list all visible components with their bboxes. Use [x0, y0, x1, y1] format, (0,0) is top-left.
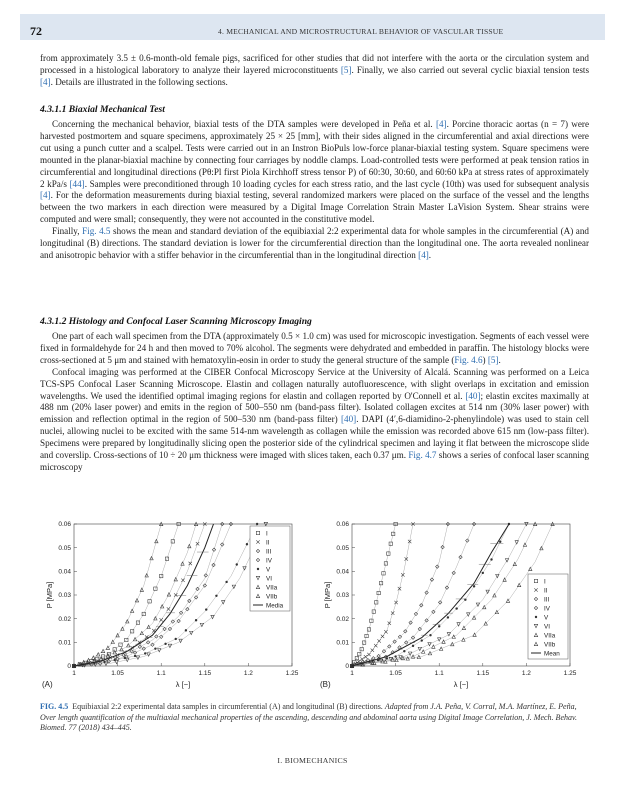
legend-marker: [257, 568, 259, 570]
legend-label: III: [544, 596, 550, 604]
data-point: [134, 655, 136, 657]
data-point: [225, 581, 227, 583]
data-point: [386, 657, 388, 659]
legend-label: III: [266, 548, 272, 556]
section-heading: 4.3.1.1 Biaxial Mechanical Test: [40, 104, 165, 115]
y-tick-label: 0.01: [336, 639, 349, 647]
legend-label: V: [544, 614, 549, 622]
legend-label: V: [266, 566, 271, 574]
running-title: 4. MECHANICAL AND MICROSTRUCTURAL BEHAVIOR OF VASCULAR TISSUE: [218, 27, 504, 36]
data-point: [482, 572, 484, 574]
data-point: [447, 616, 449, 618]
legend-label: VIIb: [266, 593, 278, 601]
data-point: [398, 587, 401, 590]
legend-label: VIIa: [544, 632, 556, 640]
data-point: [371, 649, 374, 652]
x-tick-label: 1.1: [156, 670, 166, 677]
data-point: [246, 543, 248, 545]
legend-label: VI: [544, 623, 550, 631]
biaxial-section: Concerning the mechanical behavior, biaxial tests of the DTA samples were developed in Peña et al. [4]. Porcine thoracic aortas (n = 7) were harvested postmortem and square specimens, approximately 25 × 25 [mm], with their sides aligned in the circumferential and axial directions were cut using a punch cutter and a scalpel. Tests were carried out in an Instron BioPuls low-force planar-biaxial testing system. Square specimens were mounted in the planar-biaxial machine by connecting four carriages by noddle clamps. Load-controlled tests were performed at peak tension ratios in circumferential and longitudinal directions (Pθ:Pl first Piola Kirchhoff stress tensor P) of 60:30, 30:60, and 60:60 kPa at stress rates of approximately 2 kPa/s [44]. Samples were preconditioned through 10 loading cycles for each stress ratio, and the last cycle (10th) was used for subsequent analysis [4]. For the deformation measurements during biaxial testing, several randomized markers were placed on the surface of the vessel and the lengths between the two markers in each direction were measured by a Digital Image Correlation Strain Master LaVision System. Shear strains were computed and were small; consequently, they were not accounted in the constitutive model. Finally, Fig. 4.5 shows the mean and standard deviation of the equibiaxial 2:2 experimental data for whole samples in the circumferential (A) and longitudinal (B) directions. The standard deviation is lower for the circumferential direction than the longitudinal one. The aorta revealed nonlinear and anisotropic behavior with a stiffer behavior in the circumferential than in the longitudinal direction [4].: [40, 119, 589, 260]
y-tick-label: 0.02: [58, 615, 71, 623]
section-heading: 4.3.1.2 Histology and Confocal Laser Scanning Microscopy Imaging: [40, 316, 312, 327]
data-point: [490, 558, 492, 560]
data-point: [175, 638, 177, 640]
legend-label: Mean: [544, 650, 560, 658]
series-line-mean: [352, 524, 509, 666]
intro-paragraph: from approximately 3.5 ± 0.6-month-old female pigs, sacrificed for other studies that did not interfere with the aorta or the circulation system and processed in a histological laboratory to analyze their layered microconstituents [5]. Finally, we also carried out several cyclic biaxial tension tests [4]. Details are illustrated in the following sections.: [40, 53, 589, 87]
data-point: [160, 618, 163, 621]
data-point: [394, 655, 396, 657]
chart-panel-b: [318, 516, 588, 696]
y-tick-label: 0.06: [336, 521, 349, 529]
figure-link[interactable]: Fig. 4.7: [408, 450, 437, 461]
figure-link[interactable]: Fig. 4.5: [82, 226, 111, 237]
legend-label: II: [544, 587, 548, 595]
citation-link[interactable]: [4]: [435, 119, 447, 129]
x-tick-label: 1.2: [521, 670, 531, 677]
citation-link[interactable]: [5]: [487, 354, 499, 365]
y-tick-label: 0.01: [58, 639, 71, 647]
data-point: [367, 653, 370, 656]
x-axis-label: λ [−]: [175, 680, 191, 689]
data-point: [154, 647, 156, 649]
data-point: [421, 639, 423, 641]
figure-4-5: [40, 516, 590, 696]
series-line: [74, 524, 179, 666]
data-point: [205, 608, 207, 610]
legend-label: IV: [544, 605, 550, 613]
y-tick-label: 0.03: [58, 592, 71, 600]
y-tick-label: 0.06: [58, 521, 71, 529]
data-point: [391, 611, 394, 614]
series-line: [352, 524, 413, 666]
data-point: [215, 595, 217, 597]
series-line: [74, 524, 222, 666]
legend-label: VI: [266, 575, 272, 583]
citation-link[interactable]: [40]: [340, 414, 357, 425]
data-point: [388, 622, 391, 625]
data-point: [364, 655, 367, 658]
series-line: [74, 524, 196, 666]
x-tick-label: 1.15: [198, 670, 212, 677]
data-point: [236, 563, 238, 565]
y-tick-label: 0.05: [58, 544, 71, 552]
citation-link[interactable]: [5]: [340, 64, 352, 75]
y-axis-label: P [MPa]: [45, 581, 54, 609]
x-axis-label: λ [−]: [453, 680, 469, 689]
data-point: [408, 540, 411, 543]
figure-link[interactable]: Fig. 4.6: [454, 354, 483, 365]
data-point: [405, 557, 408, 560]
x-tick-label: 1: [350, 670, 354, 677]
page-number: 72: [30, 24, 42, 38]
legend-marker: [535, 616, 537, 618]
x-tick-label: 1.2: [243, 670, 253, 677]
x-tick-label: 1.1: [434, 670, 444, 677]
x-tick-label: 1.25: [563, 670, 577, 677]
x-tick-label: 1.05: [389, 670, 402, 677]
legend-label: I: [544, 578, 546, 586]
y-tick-label: 0.04: [58, 568, 71, 576]
caption-source: Adapted from J.A. Peña, V. Corral, M.A. Martínez, E. Peña, Over length quantification of the multiaxial mechanical properties of the ascending, descending and abdominal aorta using Digital Image Correlation, J. Mech. Behav. Biomed. 77 (2018) 434–445.: [40, 702, 577, 732]
data-point: [429, 634, 431, 636]
data-point: [164, 643, 166, 645]
series-line: [352, 524, 553, 666]
data-point: [144, 652, 146, 654]
figure-caption: FIG. 4.5 Equibiaxial 2:2 experimental data samples in circumferential (A) and longitudinal (B) directions. Adapted from J.A. Peña, V. Corral, M.A. Martínez, E. Peña, Over length quantification of the multiaxial mechanical properties of the ascending, descending and abdominal aorta using Digital Image Correlation, J. Mech. Behav. Biomed. 77 (2018) 434–445.: [40, 702, 577, 732]
data-point: [181, 579, 184, 582]
data-point: [384, 630, 387, 633]
data-point: [185, 629, 187, 631]
data-point: [196, 542, 199, 545]
citation-link[interactable]: [4]: [418, 249, 429, 260]
data-point: [195, 619, 197, 621]
citation-link[interactable]: [4]: [40, 76, 51, 87]
data-point: [377, 639, 380, 642]
data-point: [374, 644, 377, 647]
data-point: [174, 593, 177, 596]
x-tick-label: 1.15: [476, 670, 490, 677]
legend-label: Media: [266, 602, 284, 610]
data-point: [403, 650, 405, 652]
legend-label: IV: [266, 557, 272, 565]
panel-label: (B): [320, 680, 331, 689]
x-tick-label: 1.05: [111, 670, 124, 677]
legend-label: II: [266, 539, 270, 547]
y-tick-label: 0.04: [336, 568, 349, 576]
y-tick-label: 0: [67, 663, 71, 671]
data-point: [256, 523, 258, 525]
footer-section-title: I. BIOMECHANICS: [277, 756, 348, 765]
citation-link[interactable]: [40]: [465, 390, 481, 401]
histology-section: One part of each wall specimen from the DTA (approximately 0.5 × 1.0 cm) was used for microscopic investigation. Segments of each vessel were fixed in formaldehyde for 24 h and then moved to 70% alcohol. The segments were dehydrated and embedded in paraffin. The histology blocks were cross-sectioned at 5 μm and stained with hematoxylin-eosin in order to study the general structure of the sample (Fig. 4.6) [5]. Confocal imaging was performed at the CIBER Confocal Microscopy Service at the University of Alcalá. Scanning was performed on a Leica TCS-SP5 Confocal Laser Scanning Microscope. Elastin and collagen naturally autofluorescence, with slight overlaps in excitation and emission wavelengths. We used the identified optimal imaging regions for elastin and collagen reported by O'Connell et al. [40]; elastin excites maximally at 488 nm (20% laser power) and emits in the region of 500–550 nm (band-pass filter). Isolated collagen excites at 514 nm (30% laser power) with emission and reflection optimal in the region of 500–530 nm (band-pass filter) [40]. DAPI (4′,6-diamidino-2-phenylindole) was used to stain cell nuclei, allowing nuclei to be excited with the same 514-nm wavelength as collagen while the emission was recorded above 615 nm (low-pass filter). Specimens were prepared by longitudinally slicing open the posterior side of the cylindrical specimen and laying it flat between the microscope slide and coverslip. Cross-sections of 10 ÷ 20 μm thickness were imaged with slices taken, each 0.37 μm. Fig. 4.7 shows a series of confocal laser scanning microscopy: [40, 331, 590, 472]
data-point: [412, 645, 414, 647]
legend-label: I: [266, 530, 268, 538]
legend-label: VIIb: [544, 641, 556, 649]
data-point: [189, 562, 192, 565]
chart-panel-a: [40, 516, 310, 696]
data-point: [167, 607, 170, 610]
data-point: [401, 573, 404, 576]
series-line: [74, 524, 161, 666]
data-point: [473, 585, 475, 587]
y-tick-label: 0.02: [336, 615, 349, 623]
y-tick-label: 0.03: [336, 592, 349, 600]
series-line: [352, 524, 509, 666]
legend-label: VIIa: [266, 584, 278, 592]
y-tick-label: 0: [345, 663, 349, 671]
x-tick-label: 1.25: [285, 670, 299, 677]
x-tick-label: 1: [72, 670, 76, 677]
data-point: [455, 607, 457, 609]
data-point: [360, 657, 363, 660]
data-point: [499, 541, 501, 543]
data-point: [438, 625, 440, 627]
data-point: [381, 635, 384, 638]
y-tick-label: 0.05: [336, 544, 349, 552]
citation-link[interactable]: [4]: [40, 190, 51, 201]
panel-label: (A): [42, 680, 53, 689]
data-point: [394, 601, 397, 604]
y-axis-label: P [MPa]: [323, 581, 332, 609]
figure-label: FIG. 4.5: [40, 702, 69, 711]
citation-link[interactable]: [44]: [69, 178, 85, 189]
